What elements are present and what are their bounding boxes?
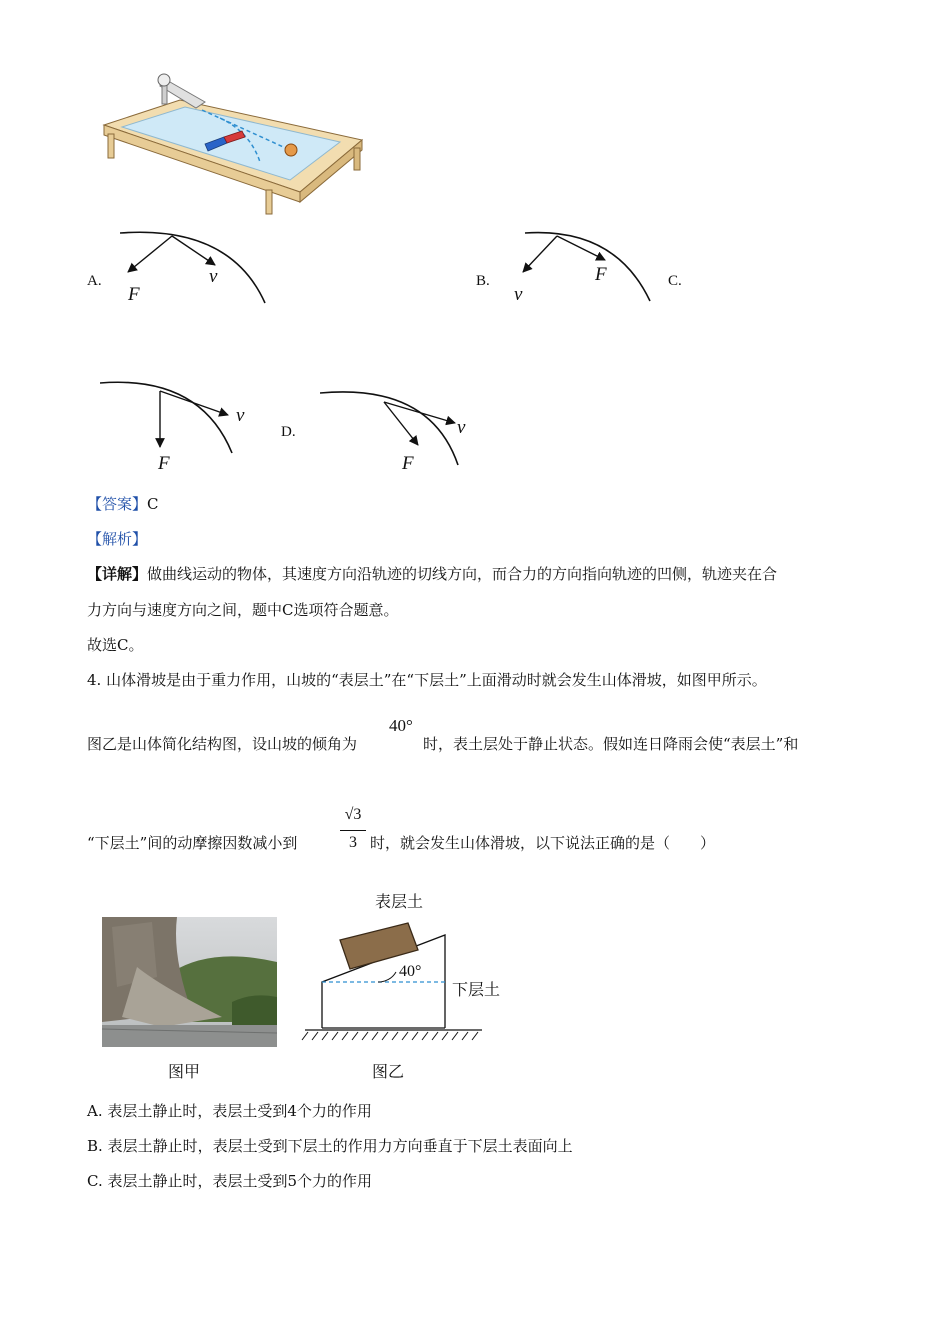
choice-b[interactable] (87, 1136, 573, 1156)
option-d-force-label: F (402, 453, 414, 474)
option-b-force-label: F (595, 264, 607, 285)
question-4-line-2-a: 图乙是山体简化结构图，设山坡的倾角为 (87, 735, 358, 753)
table-experiment-illustration (100, 70, 370, 220)
choice-a[interactable] (87, 1101, 372, 1121)
detail-label: 【详解】 (87, 565, 148, 583)
choice-b-text: 表层土静止时，表层土受到下层土的作用力方向垂直于下层土表面向上 (107, 1137, 573, 1155)
option-b-diagram (505, 225, 655, 305)
question-4-line-3-a: “下层土”间的动摩擦因数减小到 (87, 834, 298, 852)
option-a-velocity-label: v (209, 266, 218, 287)
question-4-line-2-b: 时，表土层处于静止状态。假如连日降雨会使“表层土”和 (423, 735, 799, 753)
question-4-line-3-b: 时，就会发生山体滑坡，以下说法正确的是（ ） (370, 834, 716, 852)
landslide-photo (102, 917, 277, 1047)
question-4-line-1: 4. 山体滑坡是由于重力作用，山坡的“表层土”在“下层土”上面滑动时就会发生山体滑坡，如图甲所示。 (87, 671, 767, 689)
option-d-diagram (320, 385, 470, 470)
detail-line-1: 【详解】做曲线运动的物体，其速度方向沿轨迹的切线方向，而合力的方向指向轨迹的凹侧，轨迹夹在合 (87, 565, 778, 583)
option-c-diagram (100, 375, 250, 460)
option-d-velocity-label: v (457, 417, 466, 438)
option-c-label: C. (668, 273, 682, 289)
option-b-label: B. (476, 273, 490, 289)
subsoil-label: 下层土 (452, 980, 501, 999)
option-d-label: D. (281, 424, 296, 440)
answer-label: 【答案】 (87, 495, 148, 513)
fraction-numerator: √3 (344, 806, 362, 823)
option-a-force-label: F (128, 284, 140, 305)
option-b-velocity-label: v (514, 284, 523, 305)
answer-value: C (147, 495, 159, 513)
option-a-diagram (120, 225, 270, 305)
fraction-bar (340, 830, 366, 831)
option-c-force-label: F (158, 453, 170, 474)
choice-c-letter: C. (87, 1172, 103, 1190)
surface-soil-label: 表层土 (375, 892, 424, 911)
choice-a-letter: A. (87, 1102, 103, 1120)
choice-a-text: 表层土静止时，表层土受到4个力的作用 (107, 1102, 372, 1120)
choice-c-text: 表层土静止时，表层土受到5个力的作用 (107, 1172, 373, 1190)
caption-figure-jia: 图甲 (168, 1062, 201, 1081)
option-c-velocity-label: v (236, 405, 245, 426)
answer-line (87, 494, 159, 514)
choice-c[interactable] (87, 1171, 372, 1191)
question-number: 4. (87, 671, 102, 689)
slope-angle-label: 40° (399, 963, 422, 980)
conclusion: 故选C。 (87, 636, 144, 654)
angle-value: 40° (389, 716, 413, 735)
analysis-label: 【解析】 (87, 530, 148, 548)
option-a-label: A. (87, 273, 102, 289)
caption-figure-yi: 图乙 (372, 1062, 405, 1081)
fraction-denominator: 3 (349, 834, 357, 851)
detail-line-2: 力方向与速度方向之间，题中C选项符合题意。 (87, 601, 399, 619)
choice-b-letter: B. (87, 1137, 103, 1155)
